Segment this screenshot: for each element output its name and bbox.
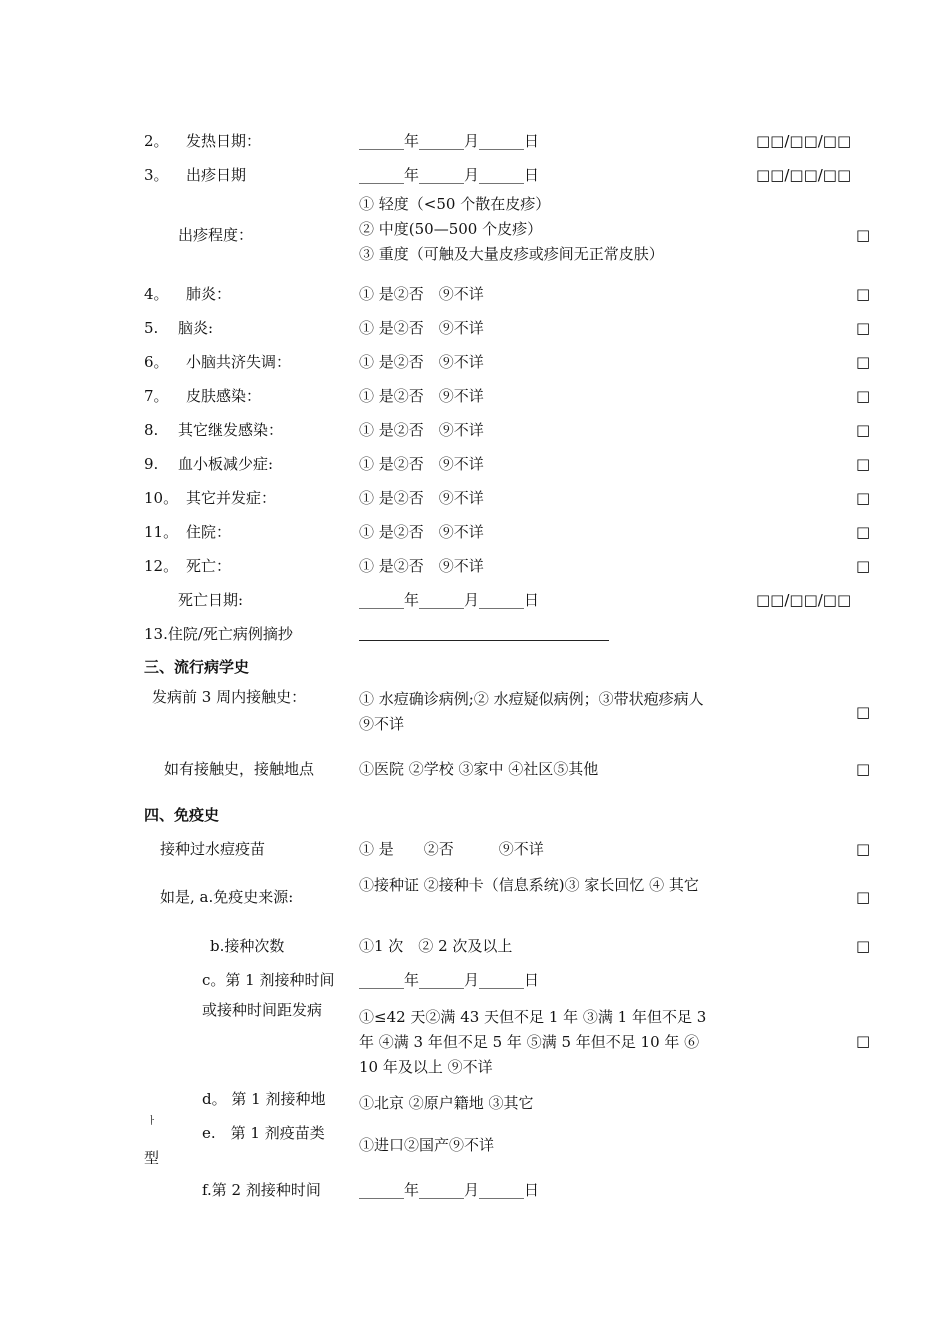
skin-infection-options[interactable]: ① 是②否 ⑨不详 [359, 387, 484, 405]
death-date-code-box[interactable]: □□/□□/□□ [756, 591, 852, 609]
first-dose-place-options[interactable]: ①北京 ②原户籍地 ③其它 [359, 1094, 534, 1112]
first-vaccine-type-options[interactable]: ①进口②国产⑨不详 [359, 1136, 495, 1154]
secondary-infection-box[interactable]: □ [856, 421, 871, 439]
vaccine-type-label-tail: 型 [144, 1149, 160, 1167]
first-dose-place-label: d。 第 1 剂接种地 [202, 1090, 326, 1108]
row-10-number: 10。 [144, 489, 179, 507]
first-dose-time-label: c。第 1 剂接种时间 [202, 971, 335, 989]
hospitalized-options[interactable]: ① 是②否 ⑨不详 [359, 523, 484, 541]
interval-to-onset-options[interactable]: ①≤42 天②满 43 天但不足 1 年 ③满 1 年但不足 3 年 ④满 3 年但不足 5 年 ⑤满 5 年但不足 10 年 ⑥ 10 年及以上 ⑨不详 [359, 1008, 707, 1076]
row-5-number: 5. [144, 319, 159, 337]
other-complication-box[interactable]: □ [856, 489, 871, 507]
row-4-label: 肺炎： [186, 285, 232, 303]
case-summary-label: 13.住院/死亡病例摘抄 [144, 625, 293, 643]
vaccinated-label: 接种过水痘疫苗 [160, 840, 266, 858]
fever-date-code-box[interactable]: □□/□□/□□ [756, 132, 852, 150]
dose-count-options[interactable]: ①1 次 ② 2 次及以上 [359, 937, 513, 955]
severity-option-1[interactable]: ① 轻度（<50 个散在皮疹） [359, 195, 551, 213]
death-box[interactable]: □ [856, 557, 871, 575]
contact-history-label: 发病前 3 周内接触史： [152, 688, 307, 706]
contact-history-options[interactable]: ① 水痘确诊病例;② 水痘疑似病例；③带状疱疹病人 ⑨不详 [359, 690, 704, 733]
row-10-label: 其它并发症： [186, 489, 277, 507]
row-9-label: 血小板减少症: [178, 455, 274, 473]
row-8-number: 8. [144, 421, 159, 439]
death-date-label: 死亡日期: [178, 591, 244, 609]
row-4-number: 4。 [144, 285, 169, 303]
thrombocytopenia-options[interactable]: ① 是②否 ⑨不详 [359, 455, 484, 473]
immunization-source-options[interactable]: ①接种证 ②接种卡（信息系统)③ 家长回忆 ④ 其它 [359, 876, 699, 894]
ataxia-options[interactable]: ① 是②否 ⑨不详 [359, 353, 484, 371]
row-2-number: 2。 [144, 132, 169, 150]
section-4-title: 四、免疫史 [144, 806, 220, 824]
row-7-number: 7。 [144, 387, 169, 405]
rash-severity-box[interactable]: □ [856, 226, 871, 244]
row-8-label: 其它继发感染： [178, 421, 284, 439]
contact-place-options[interactable]: ①医院 ②学校 ③家中 ④社区⑤其他 [359, 760, 599, 778]
row-12-label: 死亡： [186, 557, 232, 575]
rash-severity-label: 出疹程度： [178, 226, 254, 244]
rash-date-field[interactable]: ______年______月______日 [359, 166, 540, 184]
row-11-label: 住院： [186, 523, 232, 541]
interval-to-onset-label: 或接种时间距发病 [202, 1001, 323, 1019]
death-options[interactable]: ① 是②否 ⑨不详 [359, 557, 484, 575]
row-9-number: 9. [144, 455, 159, 473]
second-dose-date-field[interactable]: ______年______月______日 [359, 1181, 540, 1199]
severity-option-3[interactable]: ③ 重度（可触及大量皮疹或疹间无正常皮肤） [359, 245, 664, 263]
first-dose-date-field[interactable]: ______年______月______日 [359, 971, 540, 989]
secondary-infection-options[interactable]: ① 是②否 ⑨不详 [359, 421, 484, 439]
dose-count-box[interactable]: □ [856, 937, 871, 955]
fever-date-field[interactable]: ______年______月______日 [359, 132, 540, 150]
contact-place-box[interactable]: □ [856, 760, 871, 778]
row-3-number: 3。 [144, 166, 169, 184]
pneumonia-options[interactable]: ① 是②否 ⑨不详 [359, 285, 484, 303]
skin-infection-box[interactable]: □ [856, 387, 871, 405]
section-3-title: 三、流行病学史 [144, 658, 250, 676]
vaccinated-box[interactable]: □ [856, 840, 871, 858]
first-vaccine-type-label: e. 第 1 剂疫苗类 [202, 1124, 325, 1142]
case-summary-line[interactable] [359, 640, 609, 641]
severity-option-2[interactable]: ② 中度(50—500 个皮疹） [359, 220, 543, 238]
row-7-label: 皮肤感染： [186, 387, 262, 405]
other-complication-options[interactable]: ① 是②否 ⑨不详 [359, 489, 484, 507]
second-dose-time-label: f.第 2 剂接种时间 [202, 1181, 321, 1199]
interval-to-onset-box[interactable]: □ [856, 1032, 871, 1050]
pneumonia-box[interactable]: □ [856, 285, 871, 303]
contact-place-label: 如有接触史，接触地点 [164, 760, 315, 778]
immunization-source-label: 如是, a.免疫史来源: [160, 888, 294, 906]
rash-severity-options [359, 192, 709, 267]
ataxia-box[interactable]: □ [856, 353, 871, 371]
encephalitis-box[interactable]: □ [856, 319, 871, 337]
dose-count-label: b.接种次数 [210, 937, 285, 955]
row-12-number: 12。 [144, 557, 179, 575]
row-3-label: 出疹日期 [186, 166, 247, 184]
vaccinated-options[interactable]: ① 是 ②否 ⑨不详 [359, 840, 544, 858]
contact-history-box[interactable]: □ [856, 703, 871, 721]
row-11-number: 11。 [144, 523, 179, 541]
immunization-source-box[interactable]: □ [856, 888, 871, 906]
side-mark: ㅏ [147, 1116, 157, 1127]
row-6-number: 6。 [144, 353, 169, 371]
row-5-label: 脑炎: [178, 319, 214, 337]
row-6-label: 小脑共济失调： [186, 353, 292, 371]
rash-date-code-box[interactable]: □□/□□/□□ [756, 166, 852, 184]
thrombocytopenia-box[interactable]: □ [856, 455, 871, 473]
hospitalized-box[interactable]: □ [856, 523, 871, 541]
row-2-label: 发热日期： [186, 132, 262, 150]
death-date-field[interactable]: ______年______月______日 [359, 591, 540, 609]
encephalitis-options[interactable]: ① 是②否 ⑨不详 [359, 319, 484, 337]
